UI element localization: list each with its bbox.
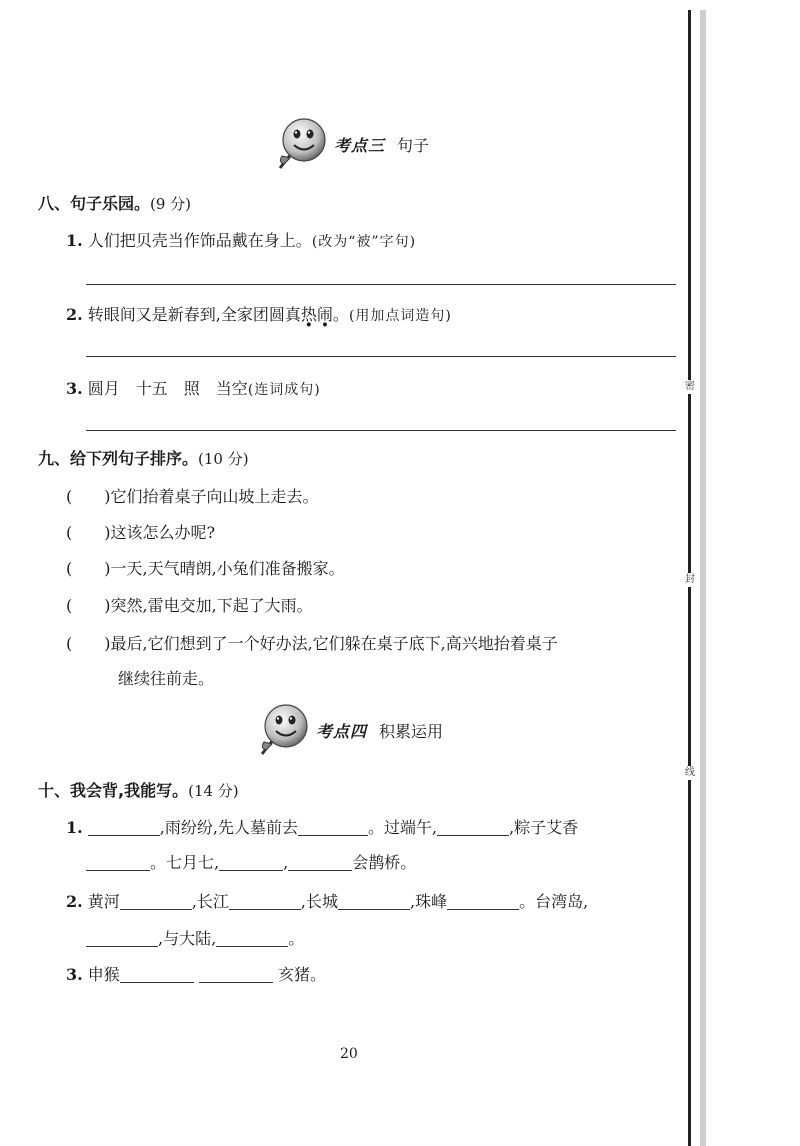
item-text: 黄河 — [87, 892, 120, 911]
item-hint: (改为“被”字句) — [311, 234, 417, 250]
order-blank[interactable]: ( ) — [66, 634, 111, 653]
q9-item-5-continued: 继续往前走。 — [118, 669, 215, 688]
fill-blank[interactable] — [437, 819, 509, 836]
q10-item-1-line-1 — [66, 815, 578, 838]
question-9-heading — [38, 446, 249, 469]
question-10-heading — [38, 778, 239, 801]
section-header-4 — [254, 702, 443, 758]
answer-line[interactable] — [86, 356, 676, 357]
order-blank[interactable]: ( ) — [66, 559, 111, 578]
q9-item-4 — [66, 593, 313, 616]
item-text: 。七月七, — [150, 853, 220, 872]
item-text: 。 — [288, 929, 305, 948]
fill-blank[interactable] — [447, 893, 519, 910]
fill-blank[interactable] — [86, 930, 158, 947]
item-text: 这该怎么办呢? — [110, 523, 216, 542]
q10-item-2-line-1 — [66, 889, 588, 912]
q8-item-2 — [66, 302, 452, 325]
question-score: (14 分) — [188, 782, 239, 800]
item-text: 它们抬着桌子向山坡上走去。 — [110, 487, 319, 506]
fill-blank[interactable] — [86, 854, 150, 871]
q10-item-3 — [66, 962, 326, 985]
item-text: ,雨纷纷,先人墓前去 — [159, 818, 298, 837]
item-text: 最后,它们想到了一个好办法,它们躲在桌子底下,高兴地抬着桌子 — [110, 634, 558, 653]
fill-blank[interactable] — [120, 893, 192, 910]
item-text: 亥猪。 — [278, 965, 327, 984]
item-number: 2. — [66, 892, 83, 911]
page-number: 20 — [340, 1046, 358, 1062]
item-text: 。台湾岛, — [519, 892, 589, 911]
fill-blank[interactable] — [216, 930, 288, 947]
smiley-pencil-icon — [272, 116, 330, 172]
answer-line[interactable] — [86, 284, 676, 285]
item-text: ,珠峰 — [410, 892, 448, 911]
q8-item-3 — [66, 376, 321, 399]
section-title: 句子 — [397, 135, 430, 155]
order-blank[interactable]: ( ) — [66, 487, 111, 506]
q9-item-5 — [66, 631, 558, 654]
binding-strip — [700, 10, 706, 1146]
order-blank[interactable]: ( ) — [66, 523, 111, 542]
item-number: 1. — [66, 818, 83, 837]
item-number: 3. — [66, 965, 83, 984]
item-number: 2. — [66, 305, 83, 324]
fill-blank[interactable] — [229, 893, 301, 910]
binding-char-xian: 线 — [682, 766, 698, 780]
item-text: ,粽子艾香 — [509, 818, 579, 837]
question-score: (9 分) — [150, 195, 192, 213]
item-text: , — [283, 853, 289, 872]
fill-blank[interactable] — [338, 893, 410, 910]
smiley-pencil-icon — [254, 702, 312, 758]
question-title: 九、给下列句子排序。 — [38, 449, 199, 468]
question-score: (10 分) — [198, 450, 249, 468]
item-hint: (用加点词造句) — [348, 308, 452, 324]
item-text: 一天,天气晴朗,小兔们准备搬家。 — [110, 559, 345, 578]
item-text: 圆月 十五 照 当空 — [87, 379, 248, 398]
item-text: 会鹊桥。 — [352, 853, 417, 872]
section-tag: 考点四 — [316, 721, 368, 741]
item-hint: (连词成句) — [247, 382, 321, 398]
question-8-heading — [38, 191, 191, 214]
item-text: ,长城 — [300, 892, 338, 911]
q9-item-1 — [66, 484, 319, 507]
q9-item-3 — [66, 556, 345, 579]
item-text: 人们把贝壳当作饰品戴在身上。 — [87, 231, 312, 250]
q8-item-1 — [66, 228, 416, 251]
item-text: ,与大陆, — [158, 929, 217, 948]
item-text: 。过端午, — [367, 818, 438, 837]
item-text-end: 。 — [332, 305, 349, 324]
q10-item-1-line-2 — [86, 850, 416, 873]
item-text: 申猴 — [87, 965, 120, 984]
item-text: 转眼间又是新春到,全家团圆真 — [87, 305, 301, 324]
item-text: 突然,雷电交加,下起了大雨。 — [110, 596, 313, 615]
dotted-character: 热 — [300, 305, 317, 324]
fill-blank[interactable] — [298, 819, 368, 836]
answer-line[interactable] — [86, 430, 676, 431]
order-blank[interactable]: ( ) — [66, 596, 111, 615]
item-number: 3. — [66, 379, 83, 398]
fill-blank[interactable] — [120, 966, 194, 983]
fill-blank[interactable] — [288, 854, 352, 871]
fill-blank[interactable] — [219, 854, 283, 871]
section-header-3 — [272, 116, 429, 172]
section-title: 积累运用 — [379, 721, 444, 741]
binding-char-mi: 密 — [682, 380, 698, 394]
q9-item-2 — [66, 520, 215, 543]
q10-item-2-line-2 — [86, 926, 304, 949]
fill-blank[interactable] — [88, 819, 160, 836]
question-title: 八、句子乐园。 — [38, 194, 151, 213]
fill-blank[interactable] — [199, 966, 273, 983]
section-tag: 考点三 — [334, 135, 386, 155]
binding-char-feng: 封 — [682, 573, 698, 587]
item-text: ,长江 — [191, 892, 229, 911]
question-title: 十、我会背,我能写。 — [38, 781, 189, 800]
item-number: 1. — [66, 231, 83, 250]
dotted-character: 闹 — [316, 305, 333, 324]
